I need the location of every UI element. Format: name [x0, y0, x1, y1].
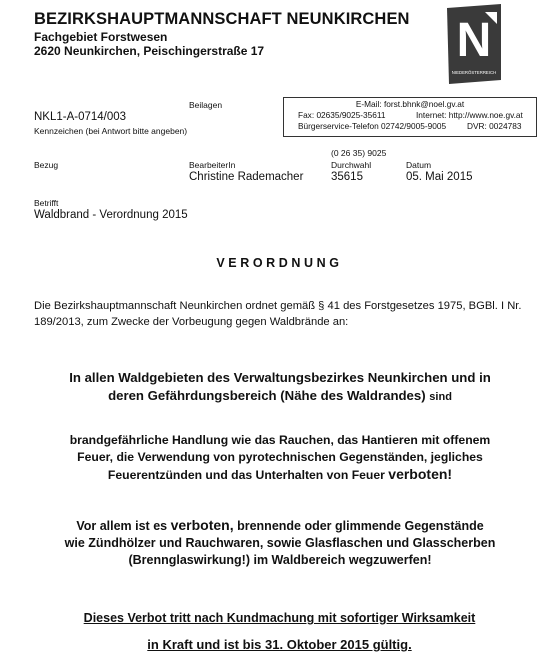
disposal-line-3: (Brennglaswirkung!) im Waldbereich wegzuwerfen! — [128, 553, 432, 567]
contact-service-phone: Bürgerservice-Telefon 02742/9005-9005 — [298, 121, 447, 131]
betrifft-label: Betrifft — [34, 198, 59, 208]
disposal-pre: Vor allem ist es — [76, 519, 168, 533]
bearbeiter-value: Christine Rademacher — [189, 171, 304, 183]
authority-name: BEZIRKSHAUPTMANNSCHAFT NEUNKIRCHEN — [34, 10, 410, 28]
durchwahl-label: Durchwahl — [331, 160, 372, 170]
reference-hint: Kennzeichen (bei Antwort bitte angeben) — [34, 126, 188, 136]
scope-line-2-text: deren Gefährdungsbereich (Nähe des Waldrandes) — [108, 388, 426, 403]
validity-line-1: Dieses Verbot tritt nach Kundmachung mit sofortiger Wirksamkeit — [83, 611, 476, 625]
bezug-label: Bezug — [34, 160, 59, 170]
disposal-line-2: wie Zündhölzer und Rauchwaren, sowie Glasflaschen und Glasscherben — [64, 536, 496, 550]
verboten-emphasis: verboten! — [388, 466, 453, 482]
reference-number: NKL1-A-0714/003 — [34, 111, 127, 123]
intro-paragraph: Die Bezirkshauptmannschaft Neunkirchen ordnet gemäß § 41 des Forstgesetzes 1975, BGBl. I Nr. 189/2013, zum Zwecke der Vorbeugung gegen Waldbrände an: — [34, 300, 522, 328]
phone-prefix: (0 26 35) 9025 — [331, 148, 387, 158]
department-name: Fachgebiet Forstwesen — [34, 30, 168, 44]
betrifft-value: Waldbrand - Verordnung 2015 — [34, 209, 188, 221]
disposal-post: brennende oder glimmende Gegenstände — [237, 519, 484, 533]
noe-logo-graphic — [445, 4, 503, 84]
authority-address: 2620 Neunkirchen, Peischingerstraße 17 — [34, 44, 265, 58]
prohibited-line-3-text: Feuerentzünden und das Unterhalten von Feuer — [107, 468, 385, 482]
contact-fax: Fax: 02635/9025-35611 — [298, 110, 386, 120]
scope-paragraph — [20, 369, 540, 406]
prohibited-line-1: brandgefährliche Handlung wie das Rauchen, das Hantieren mit offenem — [69, 433, 491, 447]
prohibited-actions-paragraph — [20, 432, 540, 484]
contact-email: E-Mail: forst.bhnk@noel.gv.at — [355, 99, 465, 109]
scope-sind: sind — [429, 391, 452, 403]
logo-letter: N — [456, 14, 492, 67]
disposal-verboten: verboten, — [170, 517, 234, 533]
validity-line-2: in Kraft und ist bis 31. Oktober 2015 gültig. — [147, 637, 412, 652]
disposal-paragraph — [20, 517, 540, 569]
durchwahl-value: 35615 — [331, 171, 363, 183]
prohibited-line-2: Feuer, die Verwendung von pyrotechnischen Gegenständen, jegliches — [77, 450, 483, 464]
contact-internet: Internet: http://www.noe.gv.at — [416, 110, 523, 120]
noe-logo — [445, 4, 503, 84]
contact-box — [283, 97, 537, 137]
bearbeiter-label: BearbeiterIn — [189, 160, 236, 170]
datum-label: Datum — [406, 160, 432, 170]
document-heading: VERORDNUNG — [216, 256, 343, 270]
disposal-line-1 — [20, 517, 540, 535]
logo-caption: NIEDERÖSTERREICH — [451, 70, 497, 75]
scope-line-1: In allen Waldgebieten des Verwaltungsbezirkes Neunkirchen und in — [69, 370, 491, 385]
beilagen-label: Beilagen — [189, 100, 223, 110]
contact-dvr: DVR: 0024783 — [467, 121, 522, 131]
datum-value: 05. Mai 2015 — [406, 171, 473, 183]
prohibited-line-3 — [20, 466, 540, 484]
scope-line-2 — [20, 387, 540, 406]
